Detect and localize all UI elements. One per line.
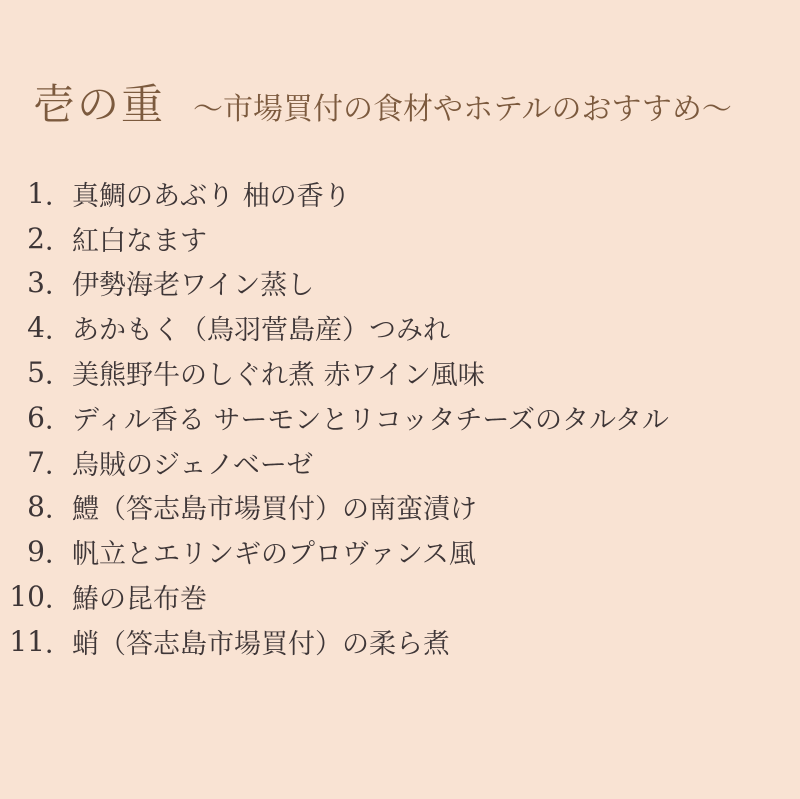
menu-item-number: 10 <box>9 580 45 614</box>
menu-item-number: 5 <box>27 356 45 390</box>
menu-item-label: ディル香る サーモンとリコッタチーズのタルタル <box>72 404 669 436</box>
menu-item-number: 4 <box>27 311 45 345</box>
menu-item-separator: ． <box>45 180 72 212</box>
menu-item-row <box>0 216 800 261</box>
menu-item-row <box>0 395 800 440</box>
menu-item-list <box>0 171 800 664</box>
menu-item-number: 9 <box>27 535 45 569</box>
menu-item-label: 烏賊のジェノベーゼ <box>72 449 314 481</box>
page-title: 壱の重 <box>33 80 166 129</box>
menu-item-number: 2 <box>27 221 45 255</box>
menu-item-label: 真鯛のあぶり 柚の香り <box>72 180 351 212</box>
page-subtitle: ～市場買付の食材やホテルのおすすめ～ <box>193 92 732 127</box>
menu-item-separator: ． <box>45 315 72 347</box>
menu-item-row <box>0 619 800 664</box>
menu-item-label: 鰆の昆布巻 <box>72 584 207 616</box>
menu-item-separator: ． <box>45 449 72 481</box>
menu-item-separator: ． <box>45 628 72 660</box>
page-header <box>33 72 732 132</box>
menu-item-label: 美熊野牛のしぐれ煮 赤ワイン風味 <box>72 360 485 392</box>
menu-item-separator: ． <box>45 270 72 302</box>
menu-item-separator: ． <box>45 539 72 571</box>
menu-item-separator: ． <box>45 494 72 526</box>
menu-item-row <box>0 485 800 530</box>
menu-item-number: 3 <box>27 266 45 300</box>
menu-item-label: 鱧（答志島市場買付）の南蛮漬け <box>72 494 477 526</box>
menu-item-row <box>0 350 800 395</box>
menu-item-row <box>0 574 800 619</box>
menu-item-number: 7 <box>27 445 45 479</box>
menu-item-row <box>0 171 800 216</box>
menu-item-row <box>0 305 800 350</box>
menu-item-number: 8 <box>27 490 45 524</box>
menu-item-number: 11 <box>9 624 45 658</box>
menu-item-label: あかもく（鳥羽菅島産）つみれ <box>72 315 450 347</box>
menu-item-label: 蛸（答志島市場買付）の柔ら煮 <box>72 628 450 660</box>
menu-item-label: 紅白なます <box>72 225 207 257</box>
menu-item-separator: ． <box>45 404 72 436</box>
menu-item-separator: ． <box>45 584 72 616</box>
menu-item-label: 伊勢海老ワイン蒸し <box>72 270 315 302</box>
menu-item-number: 6 <box>27 400 45 434</box>
menu-item-separator: ． <box>45 225 72 257</box>
menu-item-row <box>0 261 800 306</box>
menu-item-label: 帆立とエリンギのプロヴァンス風 <box>72 539 476 571</box>
menu-item-separator: ． <box>45 360 72 392</box>
menu-item-row <box>0 529 800 574</box>
menu-item-number: 1 <box>27 176 45 210</box>
menu-item-row <box>0 440 800 485</box>
